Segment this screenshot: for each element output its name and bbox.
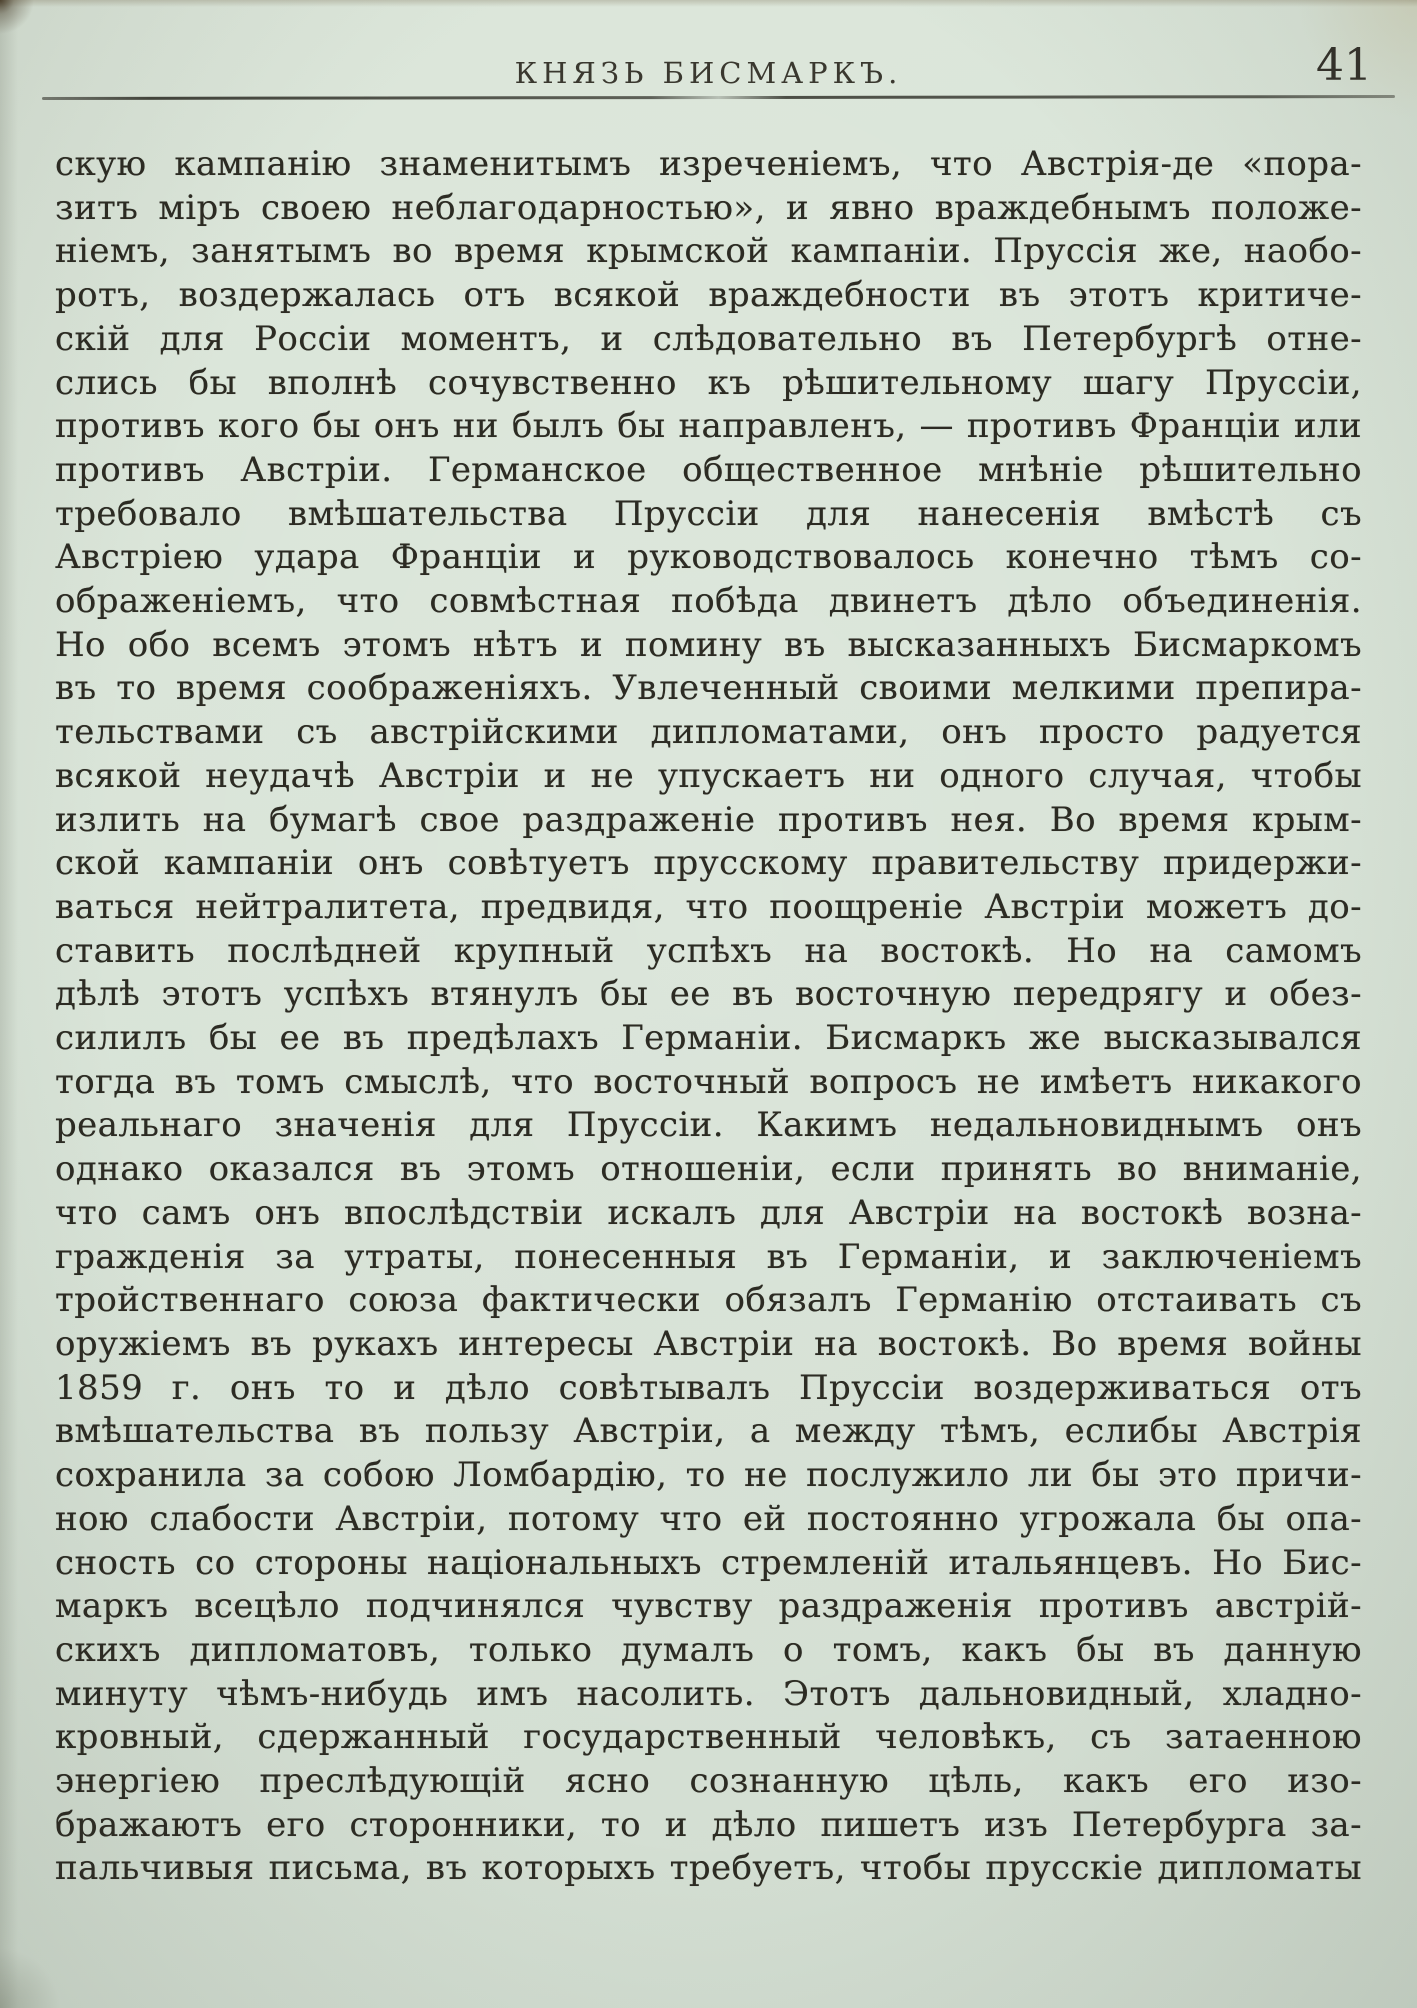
text-line: требовало вмѣшательства Пруссіи для нанесенія вмѣстѣ съ xyxy=(55,493,1362,534)
header-rule xyxy=(42,95,1395,100)
text-line: въ то время соображеніяхъ. Увлеченный своими мелкими препира- xyxy=(55,668,1362,709)
text-line: вмѣшательства въ пользу Австріи, а между тѣмъ, еслибы Австрія xyxy=(55,1411,1362,1452)
text-line: противъ кого бы онъ ни былъ бы направленъ, — противъ Франціи или xyxy=(55,406,1362,447)
text-line: противъ Австріи. Германское общественное мнѣніе рѣшительно xyxy=(55,449,1362,490)
text-line: ской кампаніи онъ совѣтуетъ прусскому правительству придержи- xyxy=(55,843,1362,884)
text-line: Но обо всемъ этомъ нѣтъ и помину въ высказанныхъ Бисмаркомъ xyxy=(55,624,1362,665)
text-line: ротъ, воздержалась отъ всякой враждебности въ этотъ критиче- xyxy=(55,275,1362,316)
text-line: ображеніемъ, что совмѣстная побѣда двинетъ дѣло объединенія. xyxy=(55,581,1362,622)
text-line: кровный, сдержанный государственный человѣкъ, съ затаенною xyxy=(55,1717,1362,1758)
page-number: 41 xyxy=(1316,40,1372,91)
text-line: пальчивыя письма, въ которыхъ требуетъ, чтобы прусскіе дипломаты xyxy=(55,1848,1362,1889)
text-line: маркъ всецѣло подчинялся чувству раздраженія противъ австрій- xyxy=(55,1586,1362,1627)
page-header xyxy=(0,40,1417,98)
text-line: дѣлѣ этотъ успѣхъ втянулъ бы ее въ восточную передрягу и обез- xyxy=(55,974,1362,1015)
text-line: бражаютъ его сторонники, то и дѣло пишетъ изъ Петербурга за- xyxy=(55,1804,1362,1845)
text-line: тройственнаго союза фактически обязалъ Германію отстаивать съ xyxy=(55,1280,1362,1321)
body-text xyxy=(55,143,1362,1891)
text-line: силилъ бы ее въ предѣлахъ Германіи. Бисмаркъ же высказывался xyxy=(55,1018,1362,1059)
text-line: зитъ міръ своею неблагодарностью», и явно враждебнымъ положе- xyxy=(55,187,1362,228)
text-line: скихъ дипломатовъ, только думалъ о томъ, какъ бы въ данную xyxy=(55,1629,1362,1670)
text-line: минуту чѣмъ-нибудь имъ насолить. Этотъ дальновидный, хладно- xyxy=(55,1673,1362,1714)
text-line: скую кампанію знаменитымъ изреченіемъ, что Австрія-де «пора- xyxy=(55,144,1362,184)
text-line: тельствами съ австрійскими дипломатами, онъ просто радуется xyxy=(55,712,1362,753)
text-line: ніемъ, занятымъ во время крымской кампаніи. Пруссія же, наобо- xyxy=(55,231,1362,272)
text-line: однако оказался въ этомъ отношеніи, если принять во вниманіе, xyxy=(55,1149,1362,1190)
text-line: излить на бумагѣ свое раздраженіе противъ нея. Во время крым- xyxy=(55,799,1362,840)
text-line: скій для Россіи моментъ, и слѣдовательно въ Петербургѣ отне- xyxy=(55,318,1362,359)
text-line: оружіемъ въ рукахъ интересы Австріи на востокѣ. Во время войны xyxy=(55,1323,1362,1364)
text-line: сность со стороны національныхъ стремленій итальянцевъ. Но Бис- xyxy=(55,1542,1362,1583)
text-line: что самъ онъ впослѣдствіи искалъ для Австріи на востокѣ возна- xyxy=(55,1192,1362,1233)
text-line: ною слабости Австріи, потому что ей постоянно угрожала бы опа- xyxy=(55,1498,1362,1539)
text-line: Австріею удара Франціи и руководствовалось конечно тѣмъ со- xyxy=(55,537,1362,578)
text-line: реальнаго значенія для Пруссіи. Какимъ недальновиднымъ онъ xyxy=(55,1105,1362,1146)
text-line: всякой неудачѣ Австріи и не упускаетъ ни одного случая, чтобы xyxy=(55,755,1362,796)
text-line: тогда въ томъ смыслѣ, что восточный вопросъ не имѣетъ никакого xyxy=(55,1061,1362,1102)
running-title: КНЯЗЬ БИСМАРКЪ. xyxy=(514,56,903,90)
text-line: ваться нейтралитета, предвидя, что поощреніе Австріи можетъ до- xyxy=(55,886,1362,927)
text-line: ставить послѣдней крупный успѣхъ на востокѣ. Но на самомъ xyxy=(55,930,1362,971)
text-line: энергіею преслѣдующій ясно сознанную цѣль, какъ его изо- xyxy=(55,1761,1362,1802)
text-line: сохранила за собою Ломбардію, то не послужило ли бы это причи- xyxy=(55,1455,1362,1496)
text-line: гражденія за утраты, понесенныя въ Германіи, и заключеніемъ xyxy=(55,1236,1362,1277)
text-line: 1859 г. онъ то и дѣло совѣтывалъ Пруссіи воздерживаться отъ xyxy=(55,1367,1362,1408)
text-line: слись бы вполнѣ сочувственно къ рѣшительному шагу Пруссіи, xyxy=(55,362,1362,403)
